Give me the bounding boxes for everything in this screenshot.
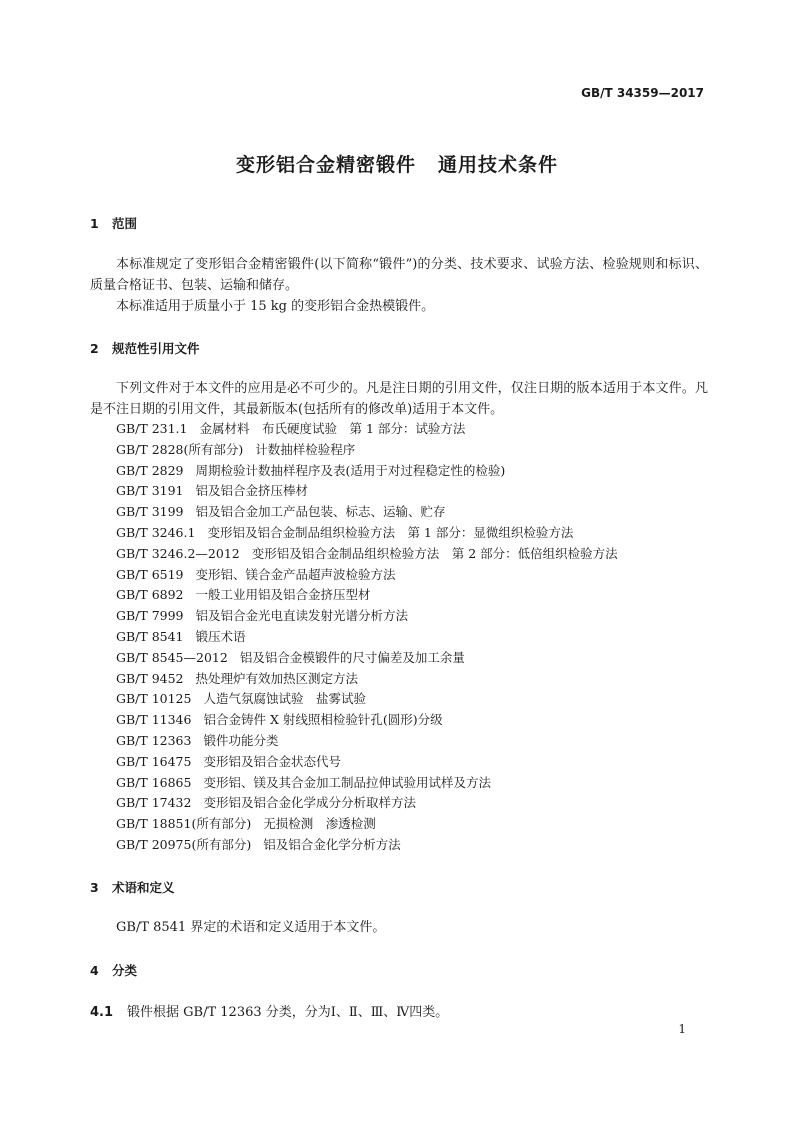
reference-title: 变形铝及铝合金制品组织检验方法 第 1 部分：显微组织检验方法 [207,524,574,540]
reference-title: 铝及铝合金光电直读发射光谱分析方法 [195,608,409,624]
reference-item [116,585,618,606]
reference-item [116,814,618,835]
reference-item [116,648,618,669]
reference-item [116,523,618,544]
reference-code: GB/T 11346 [116,712,192,728]
section-number: 2 [90,341,99,356]
section-4-heading [90,961,137,979]
reference-item [116,440,618,461]
reference-code: GB/T 18851(所有部分) [116,816,252,832]
reference-code: GB/T 2829 [116,462,184,478]
reference-code: GB/T 6519 [116,566,184,582]
section-3-heading [90,878,175,896]
clause-4-1 [90,1001,448,1020]
reference-item [116,689,618,710]
reference-code: GB/T 3191 [116,483,184,499]
page-number: 1 [678,1022,686,1036]
reference-item [116,481,618,502]
section-number: 1 [90,216,99,231]
reference-item [116,669,618,690]
reference-item [116,419,618,440]
reference-title: 铝及铝合金化学分析方法 [263,836,401,852]
reference-item [116,731,618,752]
reference-title: 锻压术语 [195,628,246,644]
reference-item [116,606,618,627]
reference-title: 变形铝及铝合金制品组织检验方法 第 2 部分：低倍组织检验方法 [251,545,618,561]
section-2-heading [90,339,200,357]
reference-title: 热处理炉有效加热区测定方法 [195,670,359,686]
reference-code: GB/T 20975(所有部分) [116,836,252,852]
reference-title: 变形铝、镁合金产品超声波检验方法 [195,566,396,582]
reference-code: GB/T 3246.1 [116,524,196,540]
section-title: 术语和定义 [112,880,175,895]
section-number: 4 [90,963,99,978]
reference-title: 变形铝及铝合金化学成分分析取样方法 [203,795,416,811]
references-intro: 下列文件对于本文件的应用是必不可少的。凡是注日期的引用文件，仅注日期的版本适用于本文件。凡是不注日期的引用文件，其最新版本(包括所有的修改单)适用于本文件。 [90,381,708,417]
title-sub: 通用技术条件 [438,154,559,176]
reference-title: 一般工业用铝及铝合金挤压型材 [195,587,371,603]
reference-item [116,793,618,814]
reference-item [116,752,618,773]
section-number: 3 [90,880,99,895]
reference-title: 变形铝及铝合金状态代号 [203,753,341,769]
reference-list [116,419,618,856]
reference-title: 锻件功能分类 [203,732,279,748]
scope-paragraph-2: 本标准适用于质量小于 15 kg 的变形铝合金热模锻件。 [116,299,435,314]
reference-code: GB/T 9452 [116,670,184,686]
reference-code: GB/T 2828(所有部分) [116,441,244,457]
reference-item [116,565,618,586]
reference-code: GB/T 12363 [116,732,192,748]
reference-title: 人造气氛腐蚀试验 盐雾试验 [203,691,366,707]
title-main: 变形铝合金精密锻件 [235,154,416,176]
section-title: 规范性引用文件 [112,341,200,356]
reference-title: 计数抽样检验程序 [255,441,356,457]
scope-paragraph-1: 本标准规定了变形铝合金精密锻件(以下简称“锻件”)的分类、技术要求、试验方法、检验规则和标识、质量合格证书、包装、运输和储存。 [90,257,708,293]
reference-item [116,710,618,731]
reference-item [116,773,618,794]
reference-title: 铝及铝合金加工产品包装、标志、运输、贮存 [195,504,446,520]
standard-number: GB/T 34359—2017 [581,86,704,100]
section-title: 分类 [112,963,138,978]
reference-code: GB/T 10125 [116,691,192,707]
clause-number: 4.1 [90,1005,114,1020]
reference-title: 铝合金铸件 X 射线照相检验针孔(圆形)分级 [203,712,443,728]
reference-code: GB/T 3246.2—2012 [116,545,240,561]
reference-item [116,461,618,482]
reference-code: GB/T 7999 [116,608,184,624]
reference-code: GB/T 16475 [116,753,192,769]
reference-item [116,835,618,856]
reference-code: GB/T 17432 [116,795,192,811]
reference-title: 变形铝、镁及其合金加工制品拉伸试验用试样及方法 [203,774,491,790]
reference-code: GB/T 3199 [116,504,184,520]
reference-title: 铝及铝合金挤压棒材 [195,483,309,499]
reference-title: 无损检测 渗透检测 [263,816,376,832]
reference-code: GB/T 8545—2012 [116,649,228,665]
section-1-heading [90,214,137,232]
reference-title: 金属材料 布氏硬度试验 第 1 部分：试验方法 [199,421,466,436]
reference-code: GB/T 6892 [116,587,184,603]
reference-item [116,502,618,523]
reference-item [116,544,618,565]
reference-title: 周期检验计数抽样程序及表(适用于对过程稳定性的检验) [195,462,506,478]
reference-item [116,627,618,648]
reference-title: 铝及铝合金模锻件的尺寸偏差及加工余量 [239,649,465,665]
clause-text: 锻件根据 GB/T 12363 分类，分为Ⅰ、Ⅱ、Ⅲ、Ⅳ四类。 [127,1005,449,1020]
document-title [0,150,794,177]
reference-code: GB/T 16865 [116,774,192,790]
terms-paragraph: GB/T 8541 界定的术语和定义适用于本文件。 [116,920,386,935]
section-title: 范围 [112,216,138,231]
reference-code: GB/T 231.1 [116,421,188,436]
reference-code: GB/T 8541 [116,628,184,644]
